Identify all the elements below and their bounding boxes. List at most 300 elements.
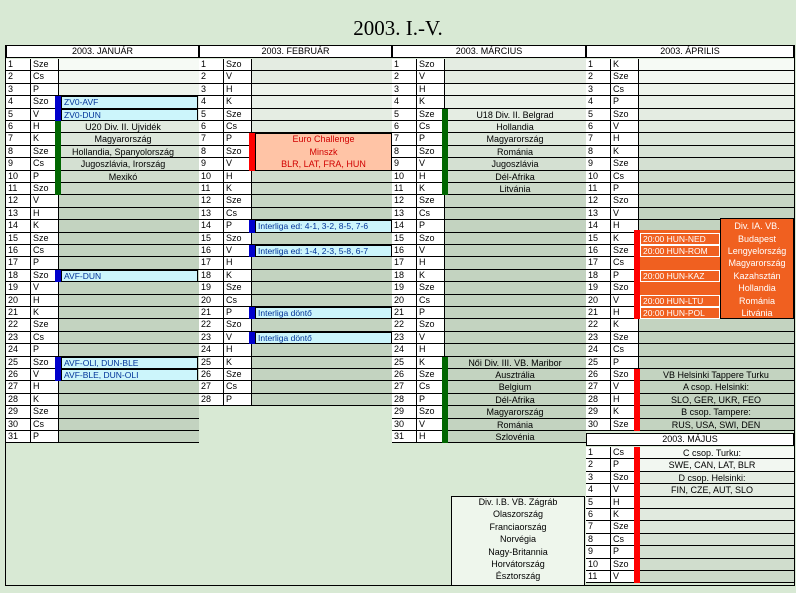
day-number: 1 <box>199 59 224 71</box>
event-u18-belgrad-line: Magyarország <box>486 134 544 145</box>
event-noi-div3-maribor-line: Szlovénia <box>495 432 535 442</box>
event-vb-helsinki-line: B csop. Tampere: <box>681 407 751 418</box>
day-name: Szo <box>611 195 639 207</box>
day-name: H <box>31 208 59 220</box>
day-name: P <box>611 270 639 282</box>
day-name: V <box>31 282 59 294</box>
event-u18-belgrad-line: Dél-Afrika <box>495 171 535 182</box>
day-number: 30 <box>6 419 31 431</box>
month-header-mar: 2003. MÁRCIUS <box>392 45 586 58</box>
day-number: 15 <box>392 233 417 245</box>
day-name: V <box>417 245 445 257</box>
event-avf-ble-dun-oli: AVF-BLE, DUN-OLI <box>61 369 198 381</box>
event-marker <box>442 109 448 196</box>
day-name: V <box>31 369 59 381</box>
event-may-group-line: FIN, CZE, AUT, SLO <box>670 485 753 496</box>
day-name: V <box>611 381 639 393</box>
day-name: Sze <box>611 71 639 83</box>
day-name: Cs <box>31 245 59 257</box>
day-number: 7 <box>392 133 417 145</box>
day-number: 7 <box>586 521 611 533</box>
day-number: 12 <box>392 195 417 207</box>
day-number: 4 <box>586 484 611 496</box>
day-number: 19 <box>6 282 31 294</box>
event-interliga-ed-2: Interliga ed: 1-4, 2-3, 5-8, 6-7 <box>255 245 392 257</box>
day-name: Szo <box>224 319 252 331</box>
day-name: K <box>611 509 639 521</box>
event-u18-belgrad-line: Hollandia <box>496 122 534 132</box>
day-number: 8 <box>586 534 611 546</box>
day-number: 7 <box>6 133 31 145</box>
day-name: Sze <box>417 282 445 294</box>
day-number: 26 <box>199 369 224 381</box>
event-u20-ujvidek-line: Mexikó <box>108 171 138 182</box>
day-number: 7 <box>586 133 611 145</box>
day-number: 13 <box>586 208 611 220</box>
day-number: 15 <box>199 233 224 245</box>
day-number: 1 <box>586 447 611 459</box>
day-number: 10 <box>586 171 611 183</box>
day-number: 19 <box>199 282 224 294</box>
day-name: Cs <box>224 208 252 220</box>
day-name: K <box>31 220 59 232</box>
day-name: H <box>611 497 639 509</box>
event-marker <box>634 369 640 431</box>
day-name: K <box>224 357 252 369</box>
event-interliga-donto-1: Interliga döntő <box>255 307 392 319</box>
day-number: 29 <box>586 406 611 418</box>
day-number: 21 <box>586 307 611 319</box>
day-name: Sze <box>417 369 445 381</box>
day-name: H <box>31 121 59 133</box>
day-number: 24 <box>392 344 417 356</box>
day-name: V <box>417 71 445 83</box>
day-name: Sze <box>224 282 252 294</box>
day-name: V <box>611 121 639 133</box>
day-name: Sze <box>611 158 639 170</box>
day-number: 11 <box>586 571 611 583</box>
day-number: 31 <box>392 431 417 443</box>
event-euro-challenge-line: Euro Challenge <box>292 134 355 145</box>
day-number: 10 <box>199 171 224 183</box>
day-number: 18 <box>586 270 611 282</box>
day-name: K <box>31 307 59 319</box>
day-name: V <box>31 109 59 121</box>
event-div1a-line: Hollandia <box>738 283 776 294</box>
day-name: Szo <box>224 233 252 245</box>
day-number: 24 <box>6 344 31 356</box>
day-name: H <box>31 295 59 307</box>
event-noi-div3-maribor-line: Dél-Afrika <box>495 394 535 405</box>
day-name: Sze <box>224 109 252 121</box>
day-name: V <box>224 332 252 344</box>
day-number: 3 <box>392 84 417 96</box>
day-number: 12 <box>586 195 611 207</box>
day-name: Cs <box>224 295 252 307</box>
day-number: 13 <box>392 208 417 220</box>
day-number: 15 <box>6 233 31 245</box>
day-number: 6 <box>6 121 31 133</box>
day-name: Cs <box>611 534 639 546</box>
day-number: 19 <box>392 282 417 294</box>
day-number: 27 <box>392 381 417 393</box>
day-number: 2 <box>6 71 31 83</box>
day-number: 12 <box>199 195 224 207</box>
event-div1b-line: Nagy-Britannia <box>488 546 548 557</box>
day-number: 23 <box>586 332 611 344</box>
day-number: 11 <box>586 183 611 195</box>
month-header-jan: 2003. JANUÁR <box>6 45 199 58</box>
day-number: 28 <box>392 394 417 406</box>
day-number: 28 <box>6 394 31 406</box>
day-name: H <box>417 171 445 183</box>
day-name: P <box>224 220 252 232</box>
event-u18-belgrad-line: Románia <box>496 146 534 157</box>
day-number: 9 <box>199 158 224 170</box>
day-name: V <box>611 208 639 220</box>
event-div1b-line: Olaszország <box>492 509 544 520</box>
event-euro-challenge-line: Minszk <box>309 146 338 157</box>
day-number: 9 <box>6 158 31 170</box>
event-div1b-line: Horvátország <box>491 559 545 569</box>
day-name: H <box>417 84 445 96</box>
day-name: Szo <box>417 59 445 71</box>
day-number: 17 <box>6 257 31 269</box>
event-interliga-donto-2: Interliga döntő <box>255 332 392 344</box>
day-number: 18 <box>199 270 224 282</box>
event-euro-challenge-line: BLR, LAT, FRA, HUN <box>281 159 366 170</box>
day-number: 4 <box>199 96 224 108</box>
day-name: V <box>224 71 252 83</box>
day-number: 22 <box>586 319 611 331</box>
day-name: Cs <box>417 121 445 133</box>
day-name: V <box>611 295 639 307</box>
day-number: 21 <box>6 307 31 319</box>
day-number: 28 <box>199 394 224 406</box>
day-name: K <box>224 96 252 108</box>
event-interliga-ed-1: Interliga ed: 4-1, 3-2, 8-5, 7-6 <box>255 220 392 232</box>
event-div1b-line: Franciaország <box>489 521 547 532</box>
day-number: 16 <box>6 245 31 257</box>
day-name: V <box>417 332 445 344</box>
day-name: Sze <box>31 319 59 331</box>
event-div1b-line: Div. I.B. VB. Zágráb <box>478 497 558 507</box>
day-number: 8 <box>392 146 417 158</box>
day-name: K <box>31 394 59 406</box>
event-u20-ujvidek-line: Jugoszlávia, Irország <box>80 159 166 170</box>
event-u20-ujvidek-line: Hollandia, Spanyolország <box>71 146 175 157</box>
day-number: 31 <box>6 431 31 443</box>
day-name: P <box>417 220 445 232</box>
event-noi-div3-maribor-line: Női Div. III. VB. Maribor <box>468 357 562 368</box>
day-name: Szo <box>417 406 445 418</box>
day-name: Sze <box>31 146 59 158</box>
day-number: 23 <box>392 332 417 344</box>
day-name: V <box>224 245 252 257</box>
day-name: Szo <box>417 233 445 245</box>
day-number: 23 <box>199 332 224 344</box>
day-name: P <box>417 394 445 406</box>
event-div1a-line: Litvánia <box>741 308 773 318</box>
day-name: H <box>417 344 445 356</box>
day-number: 27 <box>6 381 31 393</box>
day-name: V <box>417 158 445 170</box>
day-number: 6 <box>586 121 611 133</box>
day-number: 29 <box>6 406 31 418</box>
day-name: K <box>611 146 639 158</box>
day-name: Cs <box>611 171 639 183</box>
day-number: 15 <box>586 233 611 245</box>
event-u20-ujvidek-line: Magyarország <box>94 134 152 145</box>
page-title: 2003. I.-V. <box>353 16 443 40</box>
event-may-group-line: D csop. Helsinki: <box>678 472 746 483</box>
event-zv0-dun: ZV0-DUN <box>61 109 198 121</box>
day-name: H <box>224 84 252 96</box>
day-name: P <box>611 357 639 369</box>
day-number: 3 <box>199 84 224 96</box>
event-vb-helsinki-line: A csop. Helsinki: <box>682 382 750 393</box>
day-name: Szo <box>611 282 639 294</box>
day-number: 14 <box>586 220 611 232</box>
event-avf-dun: AVF-DUN <box>61 270 198 282</box>
day-number: 30 <box>392 419 417 431</box>
event-div1a-line: Magyarország <box>728 258 786 269</box>
day-name: Szo <box>224 59 252 71</box>
day-number: 29 <box>392 406 417 418</box>
event-u18-belgrad-line: Jugoszlávia <box>491 159 539 170</box>
day-name: Szo <box>224 146 252 158</box>
day-name: Szo <box>611 559 639 571</box>
day-name: K <box>611 59 639 71</box>
event-marker <box>442 357 448 444</box>
day-number: 23 <box>6 332 31 344</box>
day-number: 13 <box>6 208 31 220</box>
event-u18-belgrad-line: U18 Div. II. Belgrad <box>476 109 554 120</box>
day-name: Cs <box>611 344 639 356</box>
event-div1a-line: Románia <box>738 295 776 306</box>
day-name: H <box>224 257 252 269</box>
day-name: Cs <box>224 381 252 393</box>
day-name: Sze <box>417 109 445 121</box>
day-name: K <box>611 319 639 331</box>
day-number: 11 <box>199 183 224 195</box>
day-number: 9 <box>586 546 611 558</box>
event-div1a-line: Budapest <box>737 233 777 244</box>
day-name: Cs <box>31 419 59 431</box>
event-avf-oli-dun-ble: AVF-OLI, DUN-BLE <box>61 357 198 369</box>
day-number: 16 <box>392 245 417 257</box>
day-number: 3 <box>586 84 611 96</box>
day-name: K <box>417 96 445 108</box>
day-name: Sze <box>611 245 639 257</box>
day-number: 25 <box>6 357 31 369</box>
day-number: 28 <box>586 394 611 406</box>
day-name: H <box>31 381 59 393</box>
day-name: P <box>417 133 445 145</box>
day-number: 16 <box>586 245 611 257</box>
day-number: 1 <box>6 59 31 71</box>
day-name: H <box>611 394 639 406</box>
day-name: Cs <box>31 71 59 83</box>
day-number: 18 <box>6 270 31 282</box>
day-number: 12 <box>6 195 31 207</box>
day-name: Sze <box>224 195 252 207</box>
day-number: 10 <box>586 559 611 571</box>
day-name: K <box>224 183 252 195</box>
day-name: Sze <box>611 332 639 344</box>
day-name: V <box>224 158 252 170</box>
day-name: P <box>31 84 59 96</box>
day-name: P <box>31 344 59 356</box>
day-name: P <box>611 546 639 558</box>
day-name: Cs <box>417 208 445 220</box>
day-name: Sze <box>224 369 252 381</box>
day-number: 3 <box>6 84 31 96</box>
month-header-feb: 2003. FEBRUÁR <box>199 45 392 58</box>
day-name: K <box>611 406 639 418</box>
event-div1a-line: Lengyelország <box>727 246 787 256</box>
day-number: 11 <box>392 183 417 195</box>
day-number: 14 <box>199 220 224 232</box>
day-name: Sze <box>31 233 59 245</box>
day-number: 10 <box>392 171 417 183</box>
event-hun-game: 20:00 HUN-NED <box>640 233 720 245</box>
day-number: 5 <box>199 109 224 121</box>
day-number: 27 <box>199 381 224 393</box>
day-name: P <box>611 459 639 471</box>
day-name: H <box>417 257 445 269</box>
day-number: 4 <box>392 96 417 108</box>
day-number: 9 <box>392 158 417 170</box>
day-number: 13 <box>199 208 224 220</box>
day-name: H <box>611 220 639 232</box>
day-name: Sze <box>611 419 639 431</box>
day-number: 26 <box>392 369 417 381</box>
day-number: 14 <box>392 220 417 232</box>
day-name: Szo <box>417 319 445 331</box>
day-name: Cs <box>31 158 59 170</box>
event-noi-div3-maribor-line: Románia <box>496 419 534 430</box>
day-number: 22 <box>6 319 31 331</box>
event-zv0-avf: ZV0-AVF <box>61 96 198 108</box>
day-name: H <box>611 133 639 145</box>
day-name: V <box>611 571 639 583</box>
day-number: 30 <box>586 419 611 431</box>
day-name: V <box>611 484 639 496</box>
day-number: 5 <box>586 109 611 121</box>
day-name: Szo <box>31 357 59 369</box>
event-noi-div3-maribor-line: Belgium <box>498 382 532 393</box>
event-hun-game: 20:00 HUN-KAZ <box>640 270 720 282</box>
day-number: 25 <box>586 357 611 369</box>
day-name: H <box>224 171 252 183</box>
day-name: P <box>611 183 639 195</box>
day-number: 2 <box>586 71 611 83</box>
day-name: Szo <box>611 369 639 381</box>
day-name: P <box>224 307 252 319</box>
day-name: Szo <box>31 183 59 195</box>
day-number: 1 <box>392 59 417 71</box>
day-number: 5 <box>586 497 611 509</box>
day-number: 5 <box>392 109 417 121</box>
day-name: P <box>31 257 59 269</box>
event-u18-belgrad-line: Litvánia <box>499 184 531 194</box>
day-name: V <box>417 419 445 431</box>
month-header-apr: 2003. ÁPRILIS <box>586 45 794 58</box>
day-number: 25 <box>199 357 224 369</box>
day-number: 1 <box>586 59 611 71</box>
day-number: 21 <box>199 307 224 319</box>
event-vb-helsinki-line: VB Helsinki Tappere Turku <box>663 370 769 380</box>
day-name: K <box>417 183 445 195</box>
day-name: P <box>31 431 59 443</box>
day-name: Cs <box>611 257 639 269</box>
day-number: 26 <box>6 369 31 381</box>
day-name: Sze <box>31 59 59 71</box>
day-name: Szo <box>31 270 59 282</box>
day-name: P <box>31 171 59 183</box>
day-number: 8 <box>586 146 611 158</box>
day-number: 20 <box>586 295 611 307</box>
day-number: 17 <box>586 257 611 269</box>
day-name: Sze <box>611 521 639 533</box>
day-number: 20 <box>6 295 31 307</box>
day-name: Sze <box>417 195 445 207</box>
event-marker <box>55 121 61 195</box>
event-hun-game: 20:00 HUN-POL <box>640 307 720 319</box>
event-may-group-line: C csop. Turku: <box>682 448 742 458</box>
day-number: 8 <box>6 146 31 158</box>
day-name: K <box>417 270 445 282</box>
day-name: Cs <box>611 84 639 96</box>
day-number: 22 <box>199 319 224 331</box>
day-name: Cs <box>417 295 445 307</box>
day-number: 24 <box>586 344 611 356</box>
day-name: Cs <box>224 121 252 133</box>
day-number: 25 <box>392 357 417 369</box>
event-marker <box>634 447 640 583</box>
day-name: K <box>417 357 445 369</box>
day-name: K <box>224 270 252 282</box>
day-number: 6 <box>199 121 224 133</box>
day-number: 3 <box>586 472 611 484</box>
day-number: 17 <box>199 257 224 269</box>
day-name: H <box>417 431 445 443</box>
day-number: 19 <box>586 282 611 294</box>
event-div1b-line: Norvégia <box>499 534 537 545</box>
day-number: 4 <box>586 96 611 108</box>
day-number: 22 <box>392 319 417 331</box>
day-name: Cs <box>611 447 639 459</box>
day-number: 10 <box>6 171 31 183</box>
day-number: 6 <box>392 121 417 133</box>
day-number: 2 <box>392 71 417 83</box>
day-number: 2 <box>199 71 224 83</box>
day-number: 20 <box>199 295 224 307</box>
day-name: H <box>611 307 639 319</box>
day-number: 17 <box>392 257 417 269</box>
day-name: P <box>224 133 252 145</box>
day-name: P <box>611 96 639 108</box>
day-name: Sze <box>31 406 59 418</box>
event-div1a-line: Kazahsztán <box>733 270 781 281</box>
day-number: 2 <box>586 459 611 471</box>
event-vb-helsinki-line: SLO, GER, UKR, FEO <box>670 394 762 405</box>
day-number: 6 <box>586 509 611 521</box>
day-number: 24 <box>199 344 224 356</box>
day-number: 18 <box>392 270 417 282</box>
event-div1a-line: Div. IA. VB. <box>734 221 780 232</box>
